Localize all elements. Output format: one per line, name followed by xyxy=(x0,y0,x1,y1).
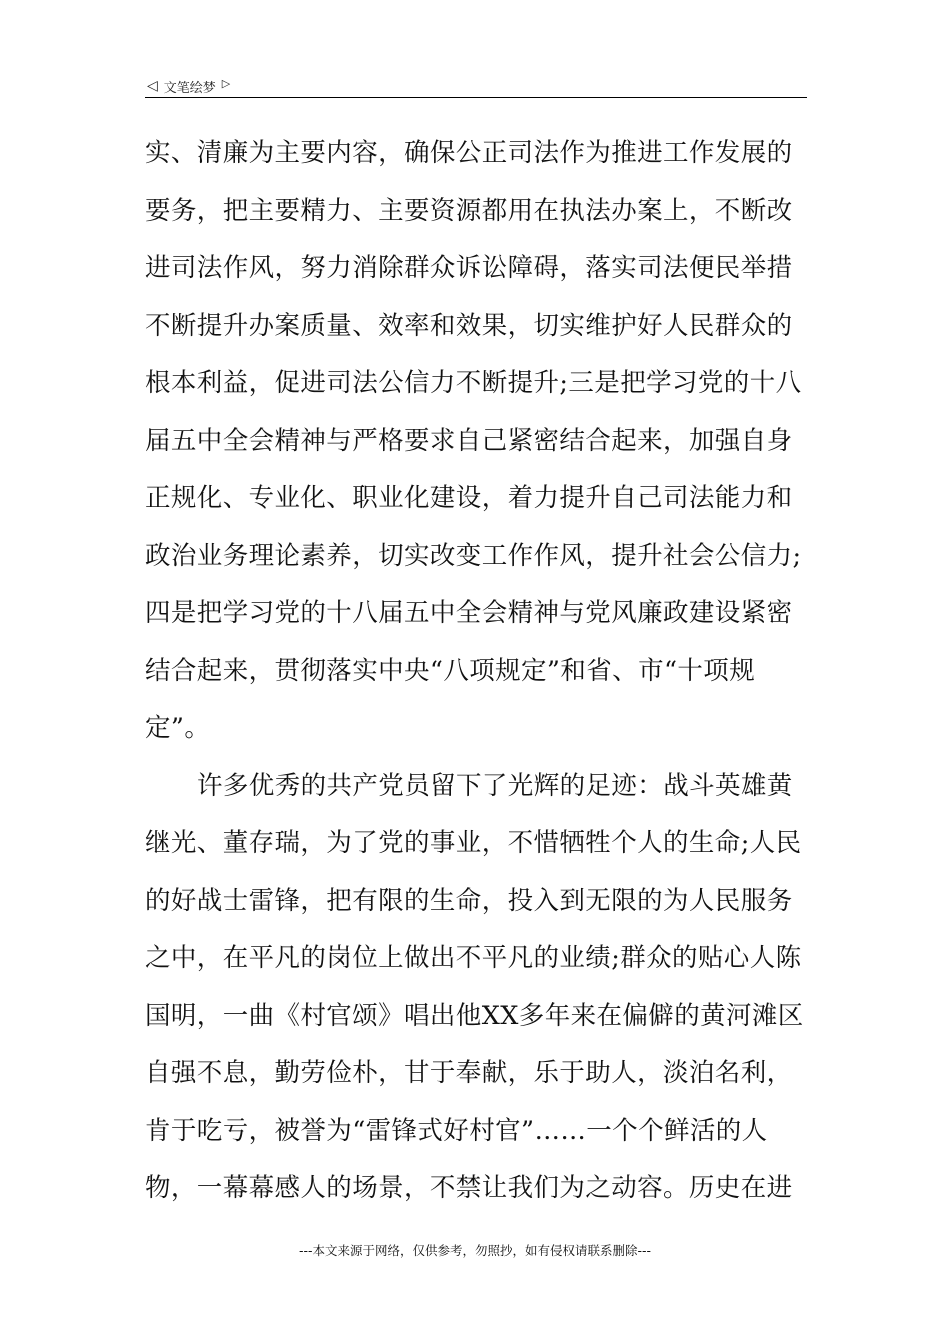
header-divider xyxy=(145,97,807,98)
header-title: 文笔绘梦 xyxy=(163,80,216,96)
paragraph-first-line: 许多优秀的共产党员留下了光辉的足迹：战斗英雄黄 xyxy=(197,770,793,801)
body-line: 进司法作风，努力消除群众诉讼障碍，落实司法便民举措 xyxy=(145,253,793,283)
body-line: 届五中全会精神与严格要求自己紧密结合起来，加强自身 xyxy=(145,425,793,456)
body-line: 不断提升办案质量、效率和效果，切实维护好人民群众的 xyxy=(145,310,793,341)
body-line: 物，一幕幕感人的场景，不禁让我们为之动容。历史在进 xyxy=(145,1173,793,1203)
triangle-left-icon: ◁ xyxy=(147,78,158,94)
triangle-right-icon: ▷ xyxy=(221,76,231,90)
body-line: 根本利益，促进司法公信力不断提升;三是把学习党的十八 xyxy=(145,368,802,398)
document-body xyxy=(145,131,807,1224)
body-line: 正规化、专业化、职业化建设，着力提升自己司法能力和 xyxy=(145,483,793,513)
body-line: 的好战士雷锋，把有限的生命，投入到无限的为人民服务 xyxy=(145,885,793,916)
body-line: 四是把学习党的十八届五中全会精神与党风廉政建设紧密 xyxy=(145,598,793,628)
body-line: 要务，把主要精力、主要资源都用在执法办案上，不断改 xyxy=(145,195,793,226)
body-line: 继光、董存瑞，为了党的事业，不惜牺牲个人的生命;人民 xyxy=(145,828,802,858)
body-line: 定”。 xyxy=(145,713,211,743)
page-footer-disclaimer: ---本文来源于网络，仅供参考，勿照抄，如有侵权请联系删除--- xyxy=(298,1243,652,1258)
body-line: 结合起来，贯彻落实中央“八项规定”和省、市“十项规 xyxy=(145,655,756,686)
body-line: 国明，一曲《村官颂》唱出他XX多年来在偏僻的黄河滩区 xyxy=(145,1000,804,1031)
body-line: 自强不息，勤劳俭朴，甘于奉献，乐于助人，淡泊名利， xyxy=(145,1058,793,1088)
body-line: 实、清廉为主要内容，确保公正司法作为推进工作发展的 xyxy=(145,138,793,168)
body-line: 政治业务理论素养，切实改变工作作风，提升社会公信力; xyxy=(145,540,802,571)
body-line: 肯于吃亏，被誉为“雷锋式好村官”……一个个鲜活的人 xyxy=(145,1115,768,1146)
page-header xyxy=(147,74,807,98)
body-line: 之中，在平凡的岗位上做出不平凡的业绩;群众的贴心人陈 xyxy=(145,943,802,973)
